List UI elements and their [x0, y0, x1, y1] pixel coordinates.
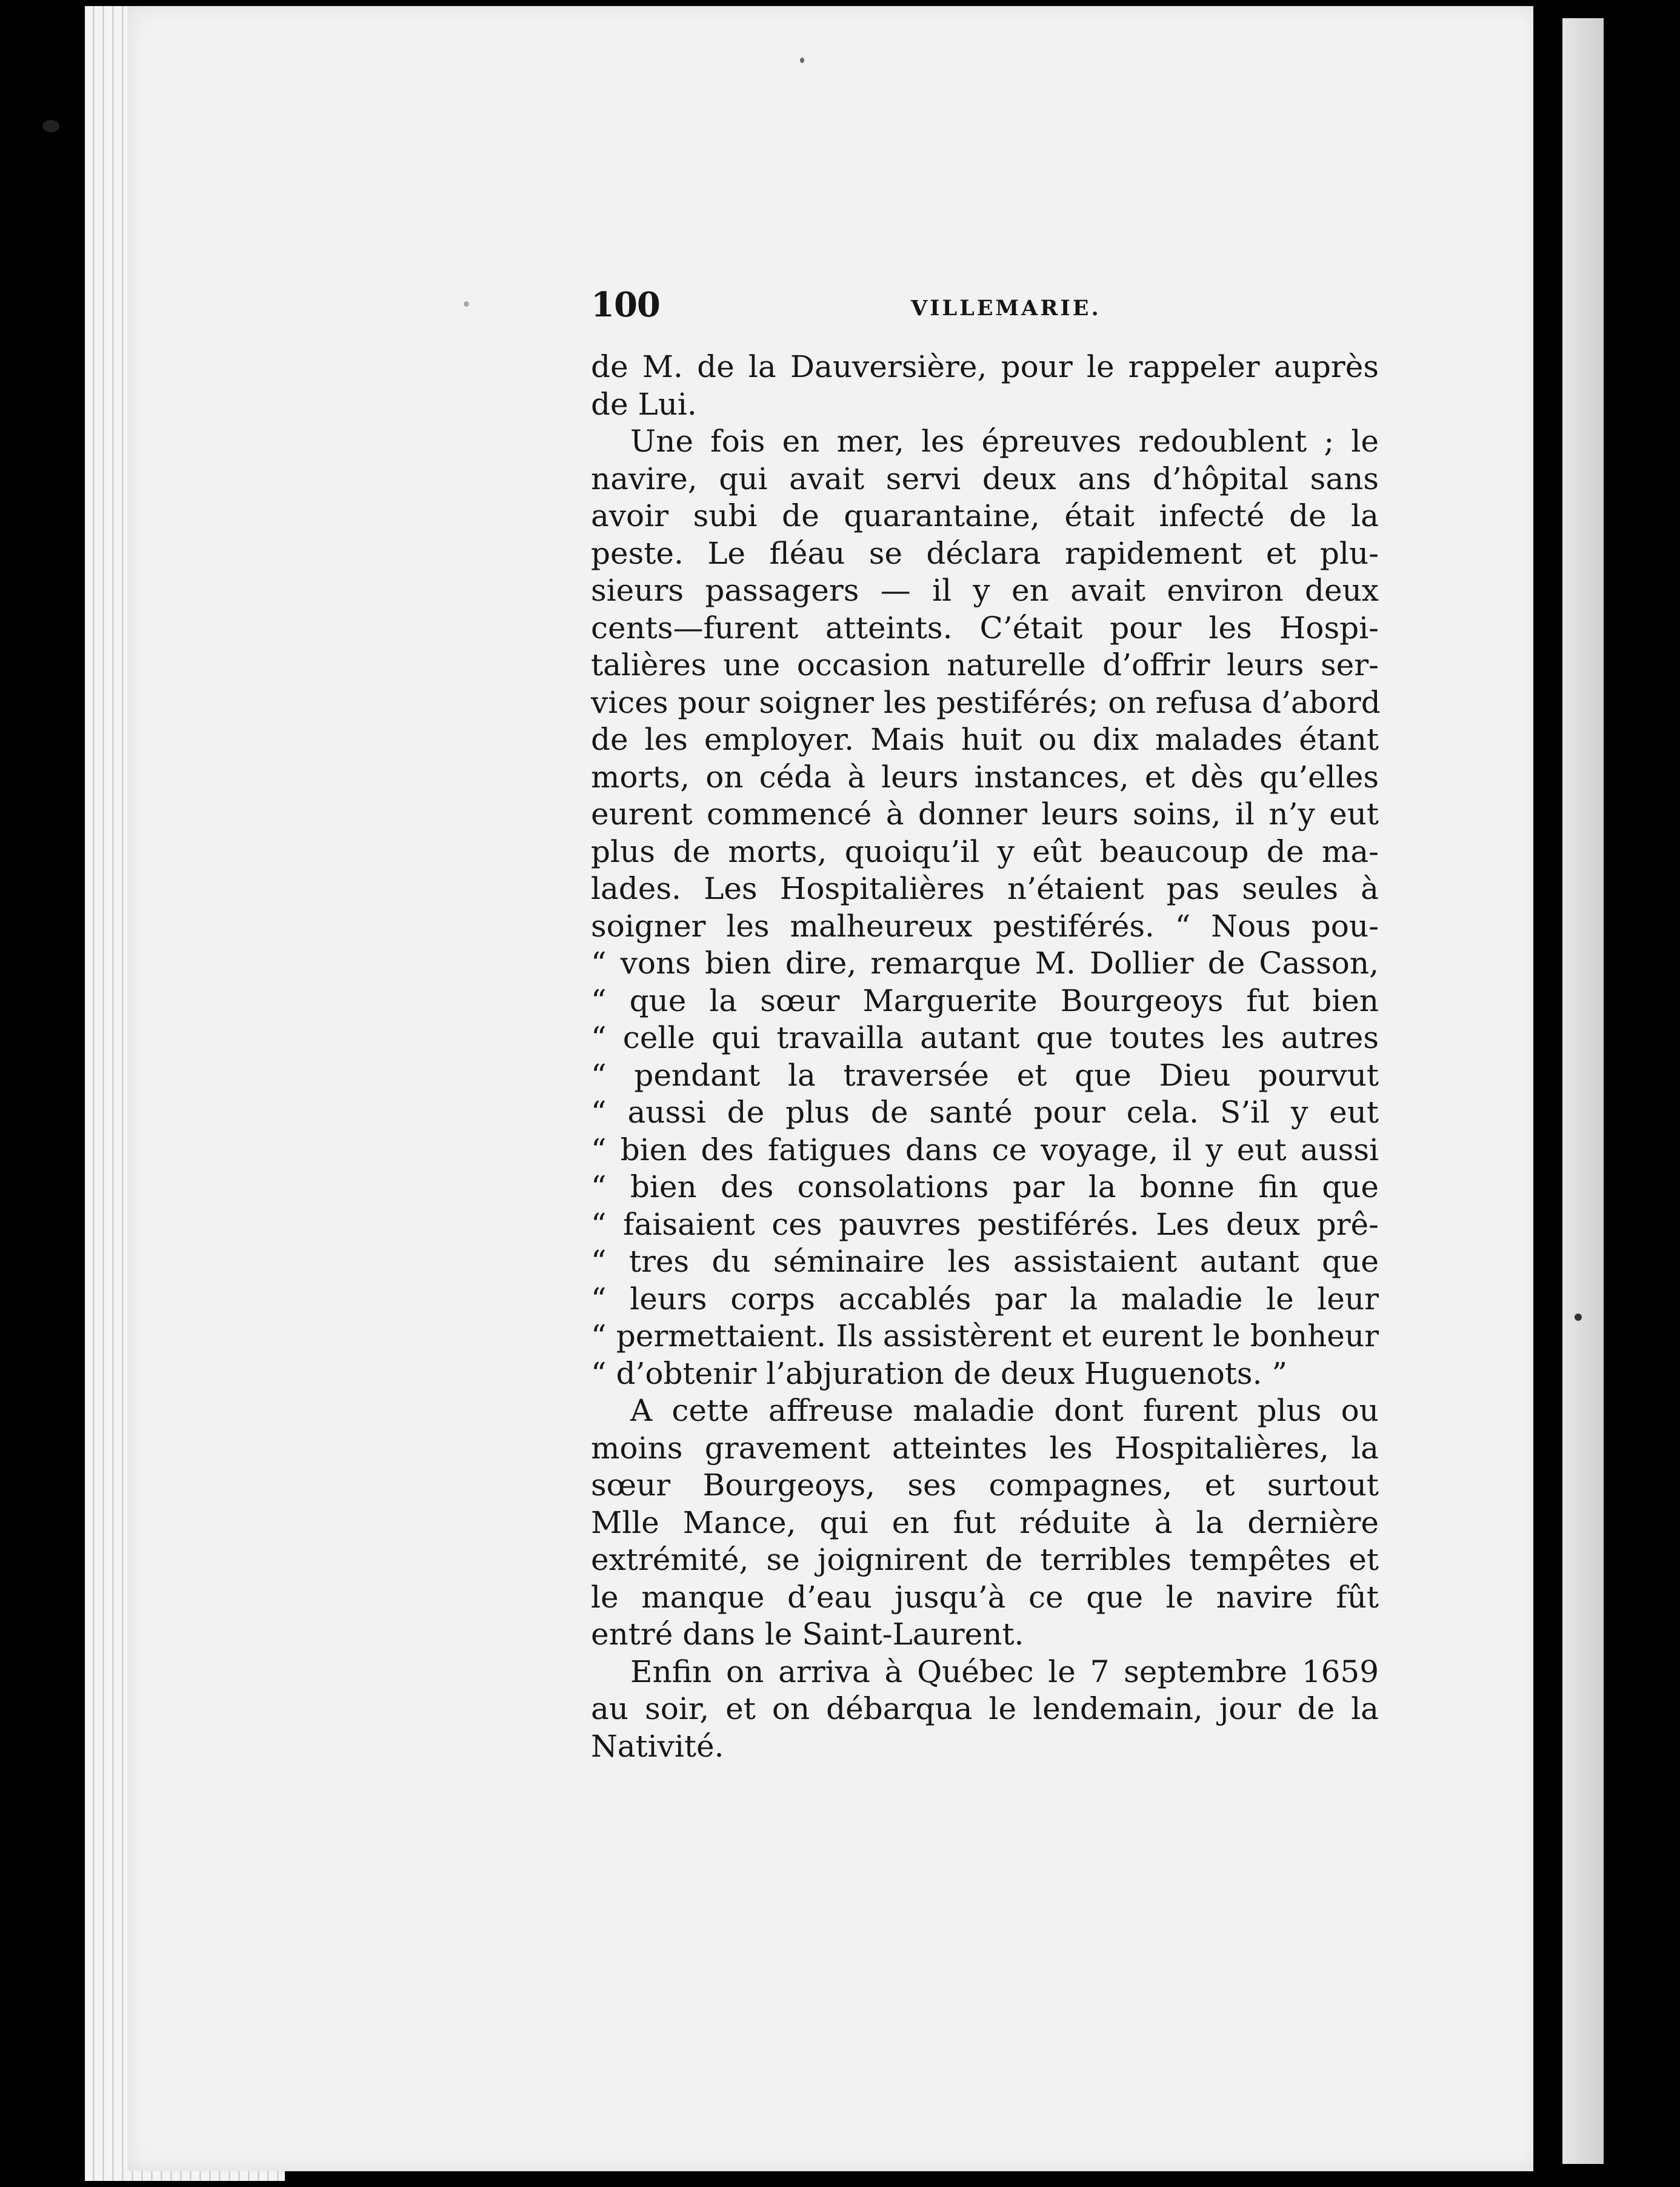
text-line: sieurs passagers — il y en avait environ deux	[591, 573, 1379, 608]
text-line: avoir subi de quarantaine, était infecté de la	[591, 498, 1379, 533]
text-line: entré dans le Saint-Laurent.	[591, 1617, 1024, 1652]
text-line: de Lui.	[591, 386, 697, 422]
text-line: lades. Les Hospitalières n’étaient pas seules à	[591, 871, 1379, 906]
text-line: vices pour soigner les pestiférés; on refusa d’abord	[591, 684, 1381, 720]
text-line: “ celle qui travailla autant que toutes les autres	[591, 1020, 1379, 1055]
text-line: soigner les malheureux pestiférés. “ Nous pou-	[591, 908, 1379, 944]
text-line: peste. Le fléau se déclara rapidement et plu-	[591, 535, 1379, 571]
page-number: 100	[591, 285, 660, 325]
dust-speck	[464, 301, 469, 307]
text-line: de M. de la Dauversière, pour le rappeler auprès	[591, 349, 1379, 384]
gutter-shadow	[1533, 0, 1564, 2187]
text-line: “ que la sœur Marguerite Bourgeoys fut bien	[591, 983, 1379, 1018]
dust-speck	[800, 58, 804, 63]
text-line: cents—furent atteints. C’était pour les Hospi-	[591, 610, 1379, 646]
scan-border	[1604, 0, 1680, 2187]
text-line: au soir, et on débarqua le lendemain, jour de la	[591, 1691, 1379, 1726]
text-line: “ permettaient. Ils assistèrent et eurent le bonheur	[591, 1318, 1379, 1354]
text-line: navire, qui avait servi deux ans d’hôpital sans	[591, 461, 1379, 496]
text-line: “ faisaient ces pauvres pestiférés. Les deux prê-	[591, 1206, 1379, 1242]
dust-speck	[1575, 1314, 1582, 1321]
text-line: “ leurs corps accablés par la maladie le leur	[591, 1281, 1379, 1317]
text-line: “ tres du séminaire les assistaient autant que	[591, 1244, 1379, 1279]
text-line: Une fois en mer, les épreuves redoublent ; le	[630, 424, 1379, 459]
text-line: “ bien des consolations par la bonne fin que	[591, 1169, 1379, 1204]
text-line: eurent commencé à donner leurs soins, il n’y eut	[591, 796, 1379, 832]
text-line: “ bien des fatigues dans ce voyage, il y eut aussi	[591, 1132, 1379, 1167]
text-line: moins gravement atteintes les Hospitalières, la	[591, 1430, 1379, 1466]
text-line: sœur Bourgeoys, ses compagnes, et surtout	[591, 1467, 1379, 1503]
text-line: Nativité.	[591, 1728, 724, 1764]
running-head: VILLEMARIE.	[911, 296, 1101, 321]
text-line: extrémité, se joignirent de terribles tempêtes et	[591, 1542, 1379, 1577]
text-line: le manque d’eau jusqu’à ce que le navire fût	[591, 1579, 1379, 1615]
text-line: “ aussi de plus de santé pour cela. S’il y eut	[591, 1095, 1379, 1130]
text-line: talières une occasion naturelle d’offrir leurs ser-	[591, 647, 1379, 683]
text-line: A cette affreuse maladie dont furent plus ou	[630, 1393, 1379, 1428]
body-text	[591, 349, 1379, 1765]
text-line: de les employer. Mais huit ou dix malades étant	[591, 722, 1379, 757]
dust-speck	[42, 120, 59, 132]
text-line: “ pendant la traversée et que Dieu pourvut	[591, 1057, 1379, 1093]
text-line: “ d’obtenir l’abjuration de deux Huguenots. ”	[591, 1355, 1287, 1391]
page-header	[591, 285, 1379, 333]
text-line: “ vons bien dire, remarque M. Dollier de Casson,	[591, 946, 1379, 981]
facing-page-edge	[1562, 18, 1605, 2164]
text-line: morts, on céda à leurs instances, et dès qu’elles	[591, 759, 1379, 795]
text-line: Mlle Mance, qui en fut réduite à la dernière	[591, 1504, 1379, 1540]
text-line: plus de morts, quoiqu’il y eût beaucoup de ma-	[591, 833, 1379, 869]
text-line: Enfin on arriva à Québec le 7 septembre 1659	[630, 1654, 1379, 1689]
